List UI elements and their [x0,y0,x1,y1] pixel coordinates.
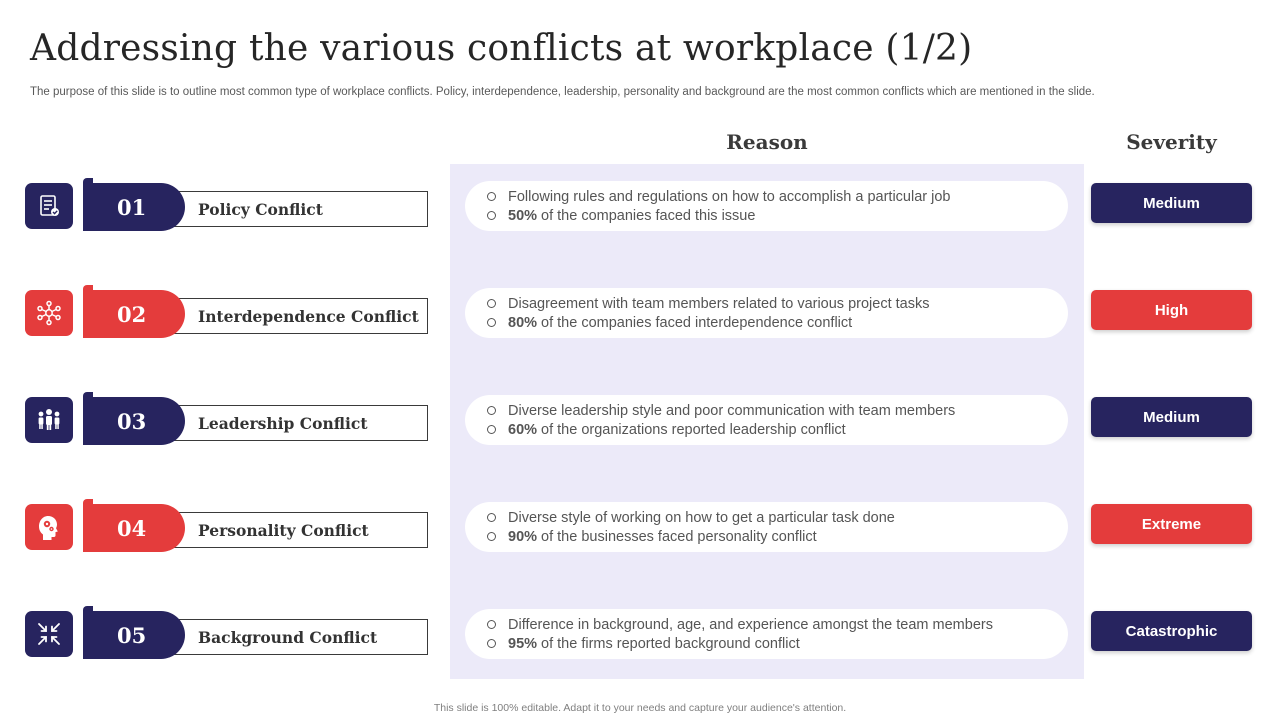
slide-subtitle: The purpose of this slide is to outline most common type of workplace conflicts. Policy, interdependence, leadership, personality and background are the most common conflicts which are mentioned in the slide. [30,86,1095,98]
conflict-label: Policy Conflict [150,191,428,227]
severity-badge: Catastrophic [1091,611,1252,651]
bullet-icon [487,513,496,522]
bullet-icon [487,532,496,541]
conflict-row [0,502,1280,562]
severity-badge: Medium [1091,397,1252,437]
bullet-icon [487,211,496,220]
reason-line-2 [487,206,1068,225]
reason-card [465,395,1068,445]
team-leader-icon [25,397,73,443]
reason-line-1 [487,508,1068,527]
bullet-icon [487,299,496,308]
reason-card [465,502,1068,552]
conflict-row [0,288,1280,348]
slide-title: Addressing the various conflicts at workplace (1/2) [30,28,973,69]
reason-line-2 [487,420,1068,439]
reason-line-1 [487,294,1068,313]
footer-note: This slide is 100% editable. Adapt it to your needs and capture your audience's attention. [433,702,847,714]
reason-stat-text: of the firms reported background conflict [541,635,800,652]
conflict-number: 02 [83,290,185,338]
network-nodes-icon [25,290,73,336]
reason-line-2 [487,313,1068,332]
conflict-number: 05 [83,611,185,659]
severity-badge: Extreme [1091,504,1252,544]
reason-percentage: 60% [508,421,538,438]
reason-percentage: 90% [508,528,538,545]
policy-document-icon [25,183,73,229]
severity-badge: High [1091,290,1252,330]
bullet-icon [487,639,496,648]
conflict-number: 03 [83,397,185,445]
reason-text: Diverse style of working on how to get a particular task done [508,509,895,526]
reason-stat-text: of the companies faced this issue [541,207,756,224]
reason-stat-text: of the companies faced interdependence conflict [541,314,853,331]
reason-text: Disagreement with team members related to various project tasks [508,295,930,312]
bullet-icon [487,192,496,201]
conflict-number: 04 [83,504,185,552]
conflict-label: Personality Conflict [150,512,428,548]
conflict-row [0,395,1280,455]
reason-column-header: Reason [726,130,808,154]
reason-percentage: 80% [508,314,538,331]
reason-text: Difference in background, age, and experience amongst the team members [508,616,993,633]
reason-percentage: 50% [508,207,538,224]
bullet-icon [487,620,496,629]
reason-line-2 [487,634,1068,653]
bullet-icon [487,406,496,415]
reason-text: Diverse leadership style and poor communication with team members [508,402,956,419]
conflict-row [0,609,1280,669]
reason-line-1 [487,401,1068,420]
conflict-row [0,181,1280,241]
bullet-icon [487,318,496,327]
reason-text: Following rules and regulations on how to accomplish a particular job [508,188,951,205]
reason-card [465,181,1068,231]
reason-card [465,609,1068,659]
conflict-number: 01 [83,183,185,231]
reason-percentage: 95% [508,635,538,652]
converging-arrows-icon [25,611,73,657]
severity-badge: Medium [1091,183,1252,223]
reason-line-1 [487,187,1068,206]
conflict-label: Leadership Conflict [150,405,428,441]
reason-stat-text: of the businesses faced personality conflict [541,528,817,545]
reason-line-2 [487,527,1068,546]
conflict-label: Background Conflict [150,619,428,655]
conflict-label: Interdependence Conflict [150,298,428,334]
head-gears-icon [25,504,73,550]
reason-stat-text: of the organizations reported leadership conflict [541,421,846,438]
bullet-icon [487,425,496,434]
reason-line-1 [487,615,1068,634]
reason-card [465,288,1068,338]
severity-column-header: Severity [1126,130,1217,154]
